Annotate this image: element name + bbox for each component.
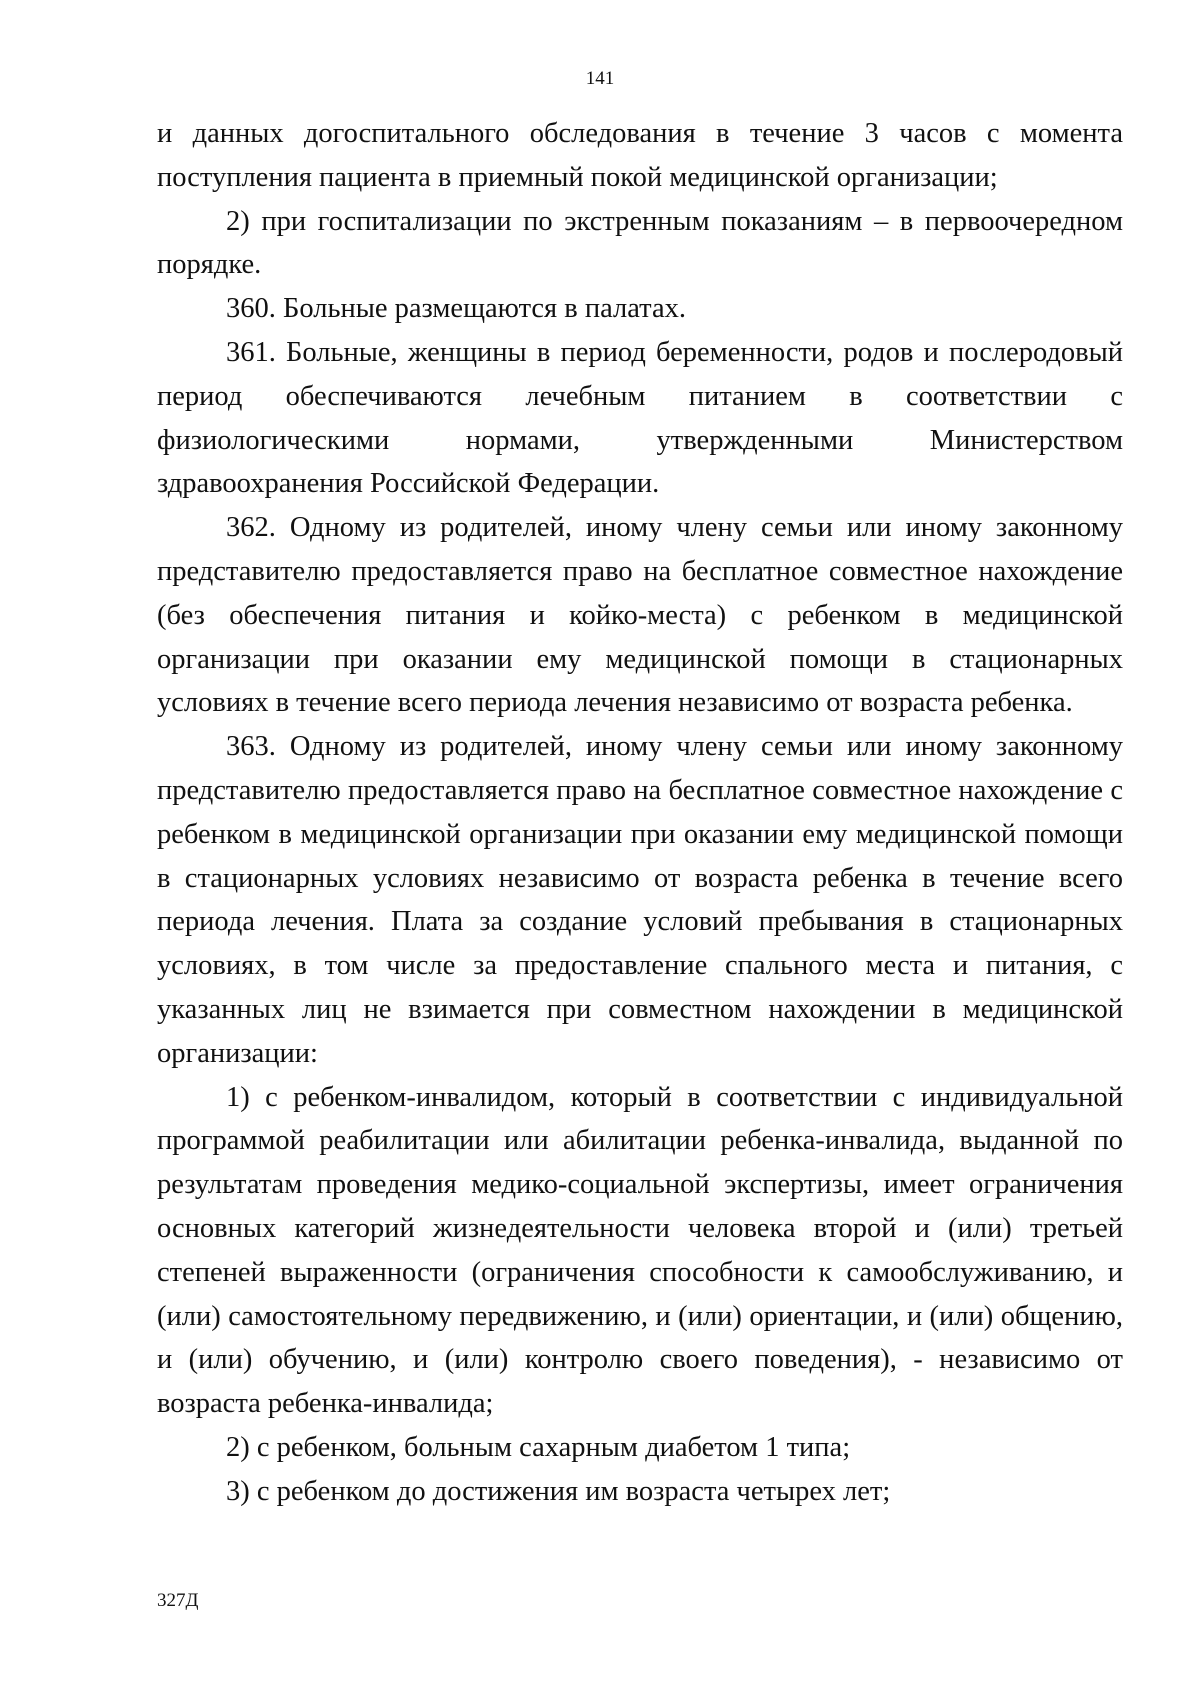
paragraph-363-item-1: 1) с ребенком-инвалидом, который в соответствии с индивидуальной программой реабилитации или абилитации ребенка-инвалида, выданной по результатам проведения медико-социальной экспертизы, имеет ограничения основных категорий жизнедеятельности человека второй и (или) третьей степеней выраженности (ограничения способности к самообслуживанию, и (или) самостоятельному передвижению, и (или) ориентации, и (или) общению, и (или) обучению, и (или) контролю своего поведения), - независимо от возраста ребенка-инвалида; bbox=[157, 1081, 1123, 1420]
footer-code: 327Д bbox=[157, 1590, 199, 1611]
page-number: 141 bbox=[585, 68, 615, 89]
paragraph-363: 363. Одному из родителей, иному члену семьи или иному законному представителю предоставляется право на бесплатное совместное нахождение с ребенком в медицинской организации при оказании ему медицинской помощи в стационарных условиях независимо от возраста ребенка в течение всего периода лечения. Плата за создание условий пребывания в стационарных условиях, в том числе за предоставление спального места и питания, с указанных лиц не взимается при совместном нахождении в медицинской организации: bbox=[157, 731, 1123, 1069]
paragraph-360: 360. Больные размещаются в палатах. bbox=[226, 293, 686, 325]
paragraph-363-item-3: 3) с ребенком до достижения им возраста четырех лет; bbox=[226, 1475, 891, 1507]
paragraph-item-2: 2) при госпитализации по экстренным показаниям – в первоочередном порядке. bbox=[157, 205, 1123, 281]
paragraph-363-item-2: 2) с ребенком, больным сахарным диабетом 1 типа; bbox=[226, 1431, 851, 1463]
paragraph-continuation: и данных догоспитального обследования в течение 3 часов с момента поступления пациента в приемный покой медицинской организации; bbox=[157, 118, 1123, 193]
paragraph-361: 361. Больные, женщины в период беременности, родов и послеродовый период обеспечиваются лечебным питанием в соответствии с физиологическими нормами, утвержденными Министерством здравоохранения Российской Федерации. bbox=[157, 336, 1123, 500]
paragraph-362: 362. Одному из родителей, иному члену семьи или иному законному представителю предоставляется право на бесплатное совместное нахождение (без обеспечения питания и койко-места) с ребенком в медицинской организации при оказании ему медицинской помощи в стационарных условиях в течение всего периода лечения независимо от возраста ребенка. bbox=[157, 512, 1123, 719]
document-body bbox=[157, 112, 1123, 1514]
